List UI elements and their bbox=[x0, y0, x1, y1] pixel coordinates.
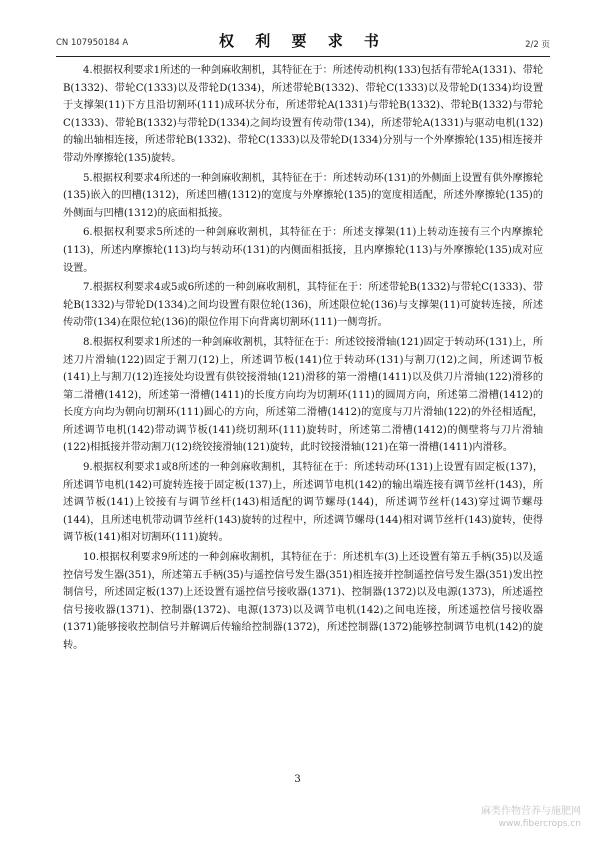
claim-6: 6.根据权利要求5所述的一种剑麻收割机，其特征在于：所述支撑架(11)上转动连接有三个内摩擦轮(113)，所述内摩擦轮(113)均与转动环(131)的内侧面相抵接，且内摩擦轮(113)与外摩擦轮(135)成对应设置。 bbox=[63, 227, 543, 274]
watermark-site-name: 麻类作物营养与施肥网 bbox=[481, 806, 581, 817]
page-header bbox=[56, 30, 550, 54]
page-number: 3 bbox=[294, 774, 301, 785]
claim-9: 9.根据权利要求1或8所述的一种剑麻收割机，其特征在于：所述转动环(131)上设置有固定板(137)，所述调节电机(142)可旋转连接于固定板(137)上，所述调节电机(142)的输出端连接有调节丝杆(143)，所述调节板(141)上铰接有与调节丝杆(143)相适配的调节螺母(144)，所述调节丝杆(143)穿过调节螺母(144)，且所述电机带动调节丝杆(143)旋转的过程中，所述调节螺母(144)相对调节丝杆(143)旋转，使得调节板(141)相对切割环(111)旋转。 bbox=[63, 462, 543, 544]
page-indicator: 2/2 页 bbox=[525, 40, 550, 50]
site-watermark bbox=[481, 806, 581, 830]
claims-body bbox=[63, 62, 543, 657]
claim-10: 10.根据权利要求9所述的一种剑麻收割机，其特征在于：所述机车(3)上还设置有第五手柄(35)以及遥控信号发生器(351)，所述第五手柄(35)与遥控信号发生器(351)相连接并控制遥控信号发生器(351)发出控制信号，所述固定板(137)上还设置有遥控信号接收器(1371)、控制器(1372)以及电源(1373)，所述遥控信号接收器(1371)、控制器(1372)、电源(1373)以及调节电机(142)之间电连接，所述遥控信号接收器(1371)能够接收控制信号并解调后传输给控制器(1372)，所述控制器(1372)能够控制调节电机(142)的旋转。 bbox=[63, 552, 543, 651]
patent-number: CN 107950184 A bbox=[56, 38, 129, 48]
document-title: 权 利 要 求 书 bbox=[219, 32, 387, 50]
claim-4: 4.根据权利要求1所述的一种剑麻收割机，其特征在于：所述传动机构(133)包括有带轮A(1331)、带轮B(1332)、带轮C(1333)以及带轮D(1334)，所述带轮B(1332)、带轮C(1333)以及带轮D(1334)均设置于支撑架(11)下方且沿切割环(111)成环状分布，所述带轮A(1331)与带轮B(1332)、带轮B(1332)与带轮C(1333)、带轮B(1332)与带轮D(1334)之间均设置有传动带(134)，所述带轮A(1331)与驱动电机(132)的输出轴相连接，所述带轮B(1332)、带轮C(1333)以及带轮D(1334)分别与一个外摩擦轮(135)相连接并带动外摩擦轮(135)旋转。 bbox=[63, 65, 543, 164]
watermark-url: www.fibercrops.cn bbox=[498, 819, 581, 829]
claim-5: 5.根据权利要求4所述的一种剑麻收割机，其特征在于：所述转动环(131)的外侧面上设置有供外摩擦轮(135)嵌入的凹槽(1312)，所述凹槽(1312)的宽度与外摩擦轮(135)的宽度相适配，所述外摩擦轮(135)的外侧面与凹槽(1312)的底面相抵接。 bbox=[63, 172, 543, 219]
claim-7: 7.根据权利要求4或5或6所述的一种剑麻收割机，其特征在于：所述带轮B(1332)与带轮C(1333)、带轮B(1332)与带轮D(1334)之间均设置有限位轮(136)，所述限位轮(136)与支撑架(11)可旋转连接，所述传动带(134)在限位轮(136)的限位作用下向背离切割环(111)一侧弯折。 bbox=[63, 282, 543, 329]
claim-8: 8.根据权利要求1所述的一种剑麻收割机，其特征在于：所述铰接滑轴(121)固定于转动环(131)上，所述刀片滑轴(122)固定于割刀(12)上，所述调节板(141)位于转动环(131)与割刀(12)之间，所述调节板(141)上与割刀(12)连接处均设置有供铰接滑轴(121)滑移的第一滑槽(1411)以及供刀片滑轴(122)滑移的第二滑槽(1412)，所述第一滑槽(1411)的长度方向均为切割环(111)的圆周方向，所述第二滑槽(1412)的长度方向均为朝向切割环(111)圆心的方向，所述第二滑槽(1412)的宽度与刀片滑轴(122)的外径相适配，所述调节电机(142)带动调节板(141)绕切割环(111)旋转时，所述第二滑槽(1412)的侧壁将与刀片滑轴(122)相抵接并带动割刀(12)绕铰接滑轴(121)旋转，此时铰接滑轴(121)在第一滑槽(1411)内滑移。 bbox=[63, 336, 543, 454]
header-rule bbox=[56, 56, 550, 57]
